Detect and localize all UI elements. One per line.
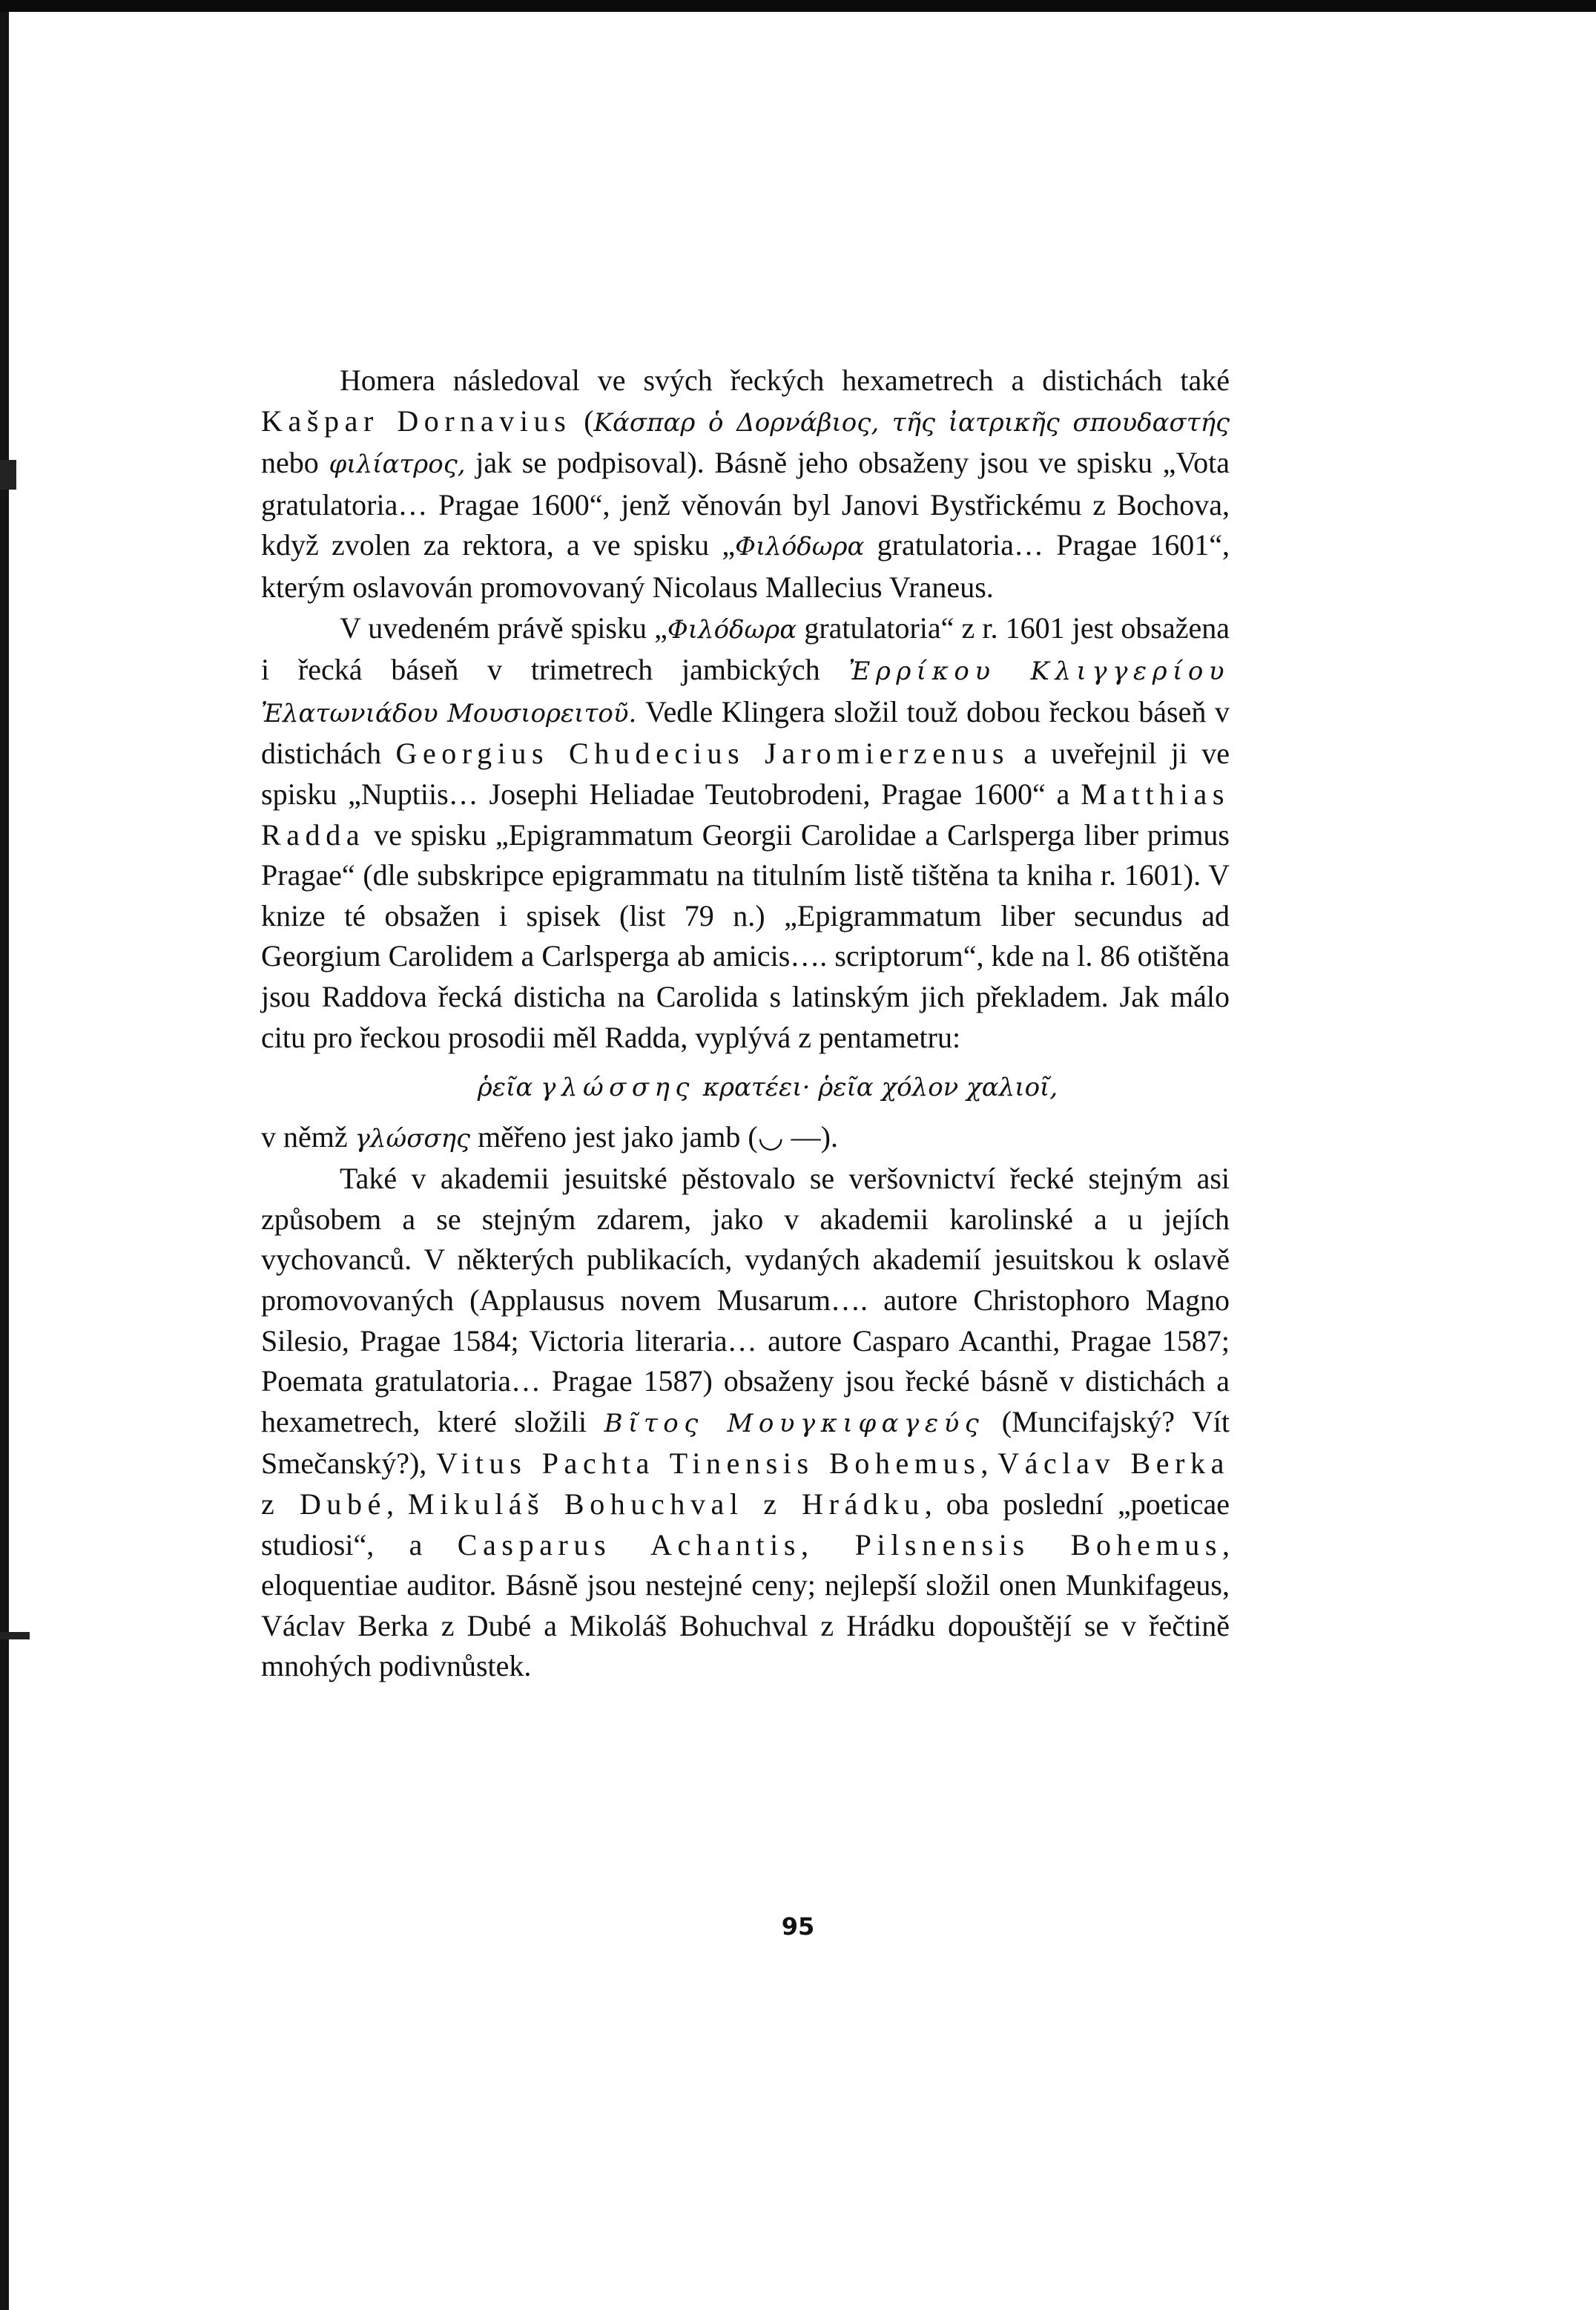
paragraph-1 xyxy=(261,361,1230,608)
scan-mark xyxy=(0,460,16,490)
text-run: měřeno jest jako jamb (◡ —). xyxy=(470,1119,838,1154)
text-run: gratulatoria“ z r. 1601 jest obsažena i řecká báseň v trimetrech jambických xyxy=(261,611,1230,687)
greek-text: γλώσσης xyxy=(541,1073,695,1103)
text-run: Vedle Klingera složil touž dobou řeckou báseň v distichách xyxy=(261,694,1230,771)
text-run: V uvedeném právě spisku „ xyxy=(340,611,667,645)
paragraph-3 xyxy=(261,1159,1230,1687)
text-run: , xyxy=(980,1447,998,1481)
text-run: Homera následoval ve svých řeckých hexametrech a distichách také xyxy=(340,363,1230,397)
scan-mark xyxy=(0,1632,30,1639)
text-run: jak se podpisoval). Básně jeho obsaženy jsou ve spisku „Vota gratulatoria… Pragae 1600“, jenž věnován byl Janovi Bystřickému z Bochova, když zvolen za rektora, a ve spisku „ xyxy=(261,446,1230,562)
greek-text: ῥεῖα xyxy=(477,1073,541,1103)
text-run: , oba poslední „poeticae studiosi“, a xyxy=(261,1487,1230,1562)
greek-text: κρατέει· ῥεῖα χόλον χαλιοῖ, xyxy=(694,1073,1058,1103)
text-run: , xyxy=(386,1487,408,1521)
spaced-name: Vitus Pachta Tinensis Bohemus xyxy=(436,1447,981,1481)
text-run: , eloquentiae auditor. Básně jsou nestejné ceny; nejlepší složil onen Munkifageus, Václav Berka z Dubé a Mikoláš Bohuchval z Hrádku dopouštějí se v řečtině mnohých podivnůstek. xyxy=(261,1527,1230,1683)
greek-text: φιλίατρος, xyxy=(329,450,466,480)
spaced-name: Václav Berka z Dubé xyxy=(261,1447,1230,1521)
text-run: gratulatoria… Pragae 1601“, kterým oslavován promovovaný Nicolaus Mallecius Vraneus. xyxy=(261,528,1230,604)
text-run: nebo xyxy=(261,446,329,480)
greek-text: Κάσπαρ ὁ Δορνάβιος, τῆς ἰατρικῆς σπουδαστής xyxy=(593,407,1230,438)
paragraph-2 xyxy=(261,608,1230,1059)
text-run: v němž xyxy=(261,1119,355,1154)
greek-text: Φιλόδωρα xyxy=(735,532,865,562)
spaced-name: Mikuláš Bohuchval z Hrádku xyxy=(408,1487,925,1521)
spaced-name: Georgius Chudecius Jaromierzenus xyxy=(395,737,1009,771)
greek-text: Ἐρρίκου Κλιγγερίου xyxy=(848,657,1230,687)
page-number: 95 xyxy=(781,1912,815,1941)
text-run: ( xyxy=(571,404,594,438)
greek-text: Ἐλατωνιάδου Μουσιορειτοῦ. xyxy=(261,698,637,728)
scan-edge-left xyxy=(0,12,9,2310)
greek-text: Βῖτος Μουγκιφαγεύς xyxy=(604,1408,985,1438)
text-run: a uveřejnil ji ve spisku „Nuptiis… Josephi Heliadae Teutobrodeni, Pragae 1600“ a xyxy=(261,737,1230,811)
page-body xyxy=(261,361,1230,1687)
spaced-name: Matthias Radda xyxy=(261,777,1230,852)
greek-text: Φιλόδωρα xyxy=(667,614,797,645)
pentameter-verse xyxy=(261,1058,1230,1117)
text-run: Také v akademii jesuitské pěstovalo se veršovnictví řecké stejným asi způsobem a se stejným zdarem, jako v akademii karolinské a u jejích vychovanců. V některých publikacích, vydaných akademií jesuitskou k oslavě promovovaných (Applausus novem Musarum…. autore Christophoro Magno Silesio, Pragae 1584; Victoria literaria… autore Casparo Acanthi, Pragae 1587; Poemata gratulatoria… Pragae 1587) obsaženy jsou řecké básně v distichách a hexametrech, které složili xyxy=(261,1162,1230,1438)
text-run: ve spisku „Epigrammatum Georgii Carolidae a Carlsperga liber primus Pragae“ (dle subskripce epigrammatu na titulním listě tištěna ta kniha r. 1601). V knize té obsažen i spisek (list 79 n.) „Epigrammatum liber secundus ad Georgium Carolidem a Carlsperga ab amicis…. scriptorum“, kde na l. 86 otištěna jsou Raddova řecká disticha na Carolida s latinským jich překladem. Jak málo citu pro řeckou prosodii měl Radda, vyplývá z pentametru: xyxy=(261,817,1230,1054)
greek-text: γλώσσης xyxy=(355,1123,471,1154)
scan-edge-top xyxy=(0,0,1596,12)
verse-commentary xyxy=(261,1117,1230,1159)
text-run: (Muncifajský? Vít Smečanský?), xyxy=(261,1404,1230,1481)
spaced-name: Kašpar Dornavius xyxy=(261,404,572,438)
spaced-name: Casparus Achantis, Pilsnensis Bohemus xyxy=(457,1527,1222,1562)
